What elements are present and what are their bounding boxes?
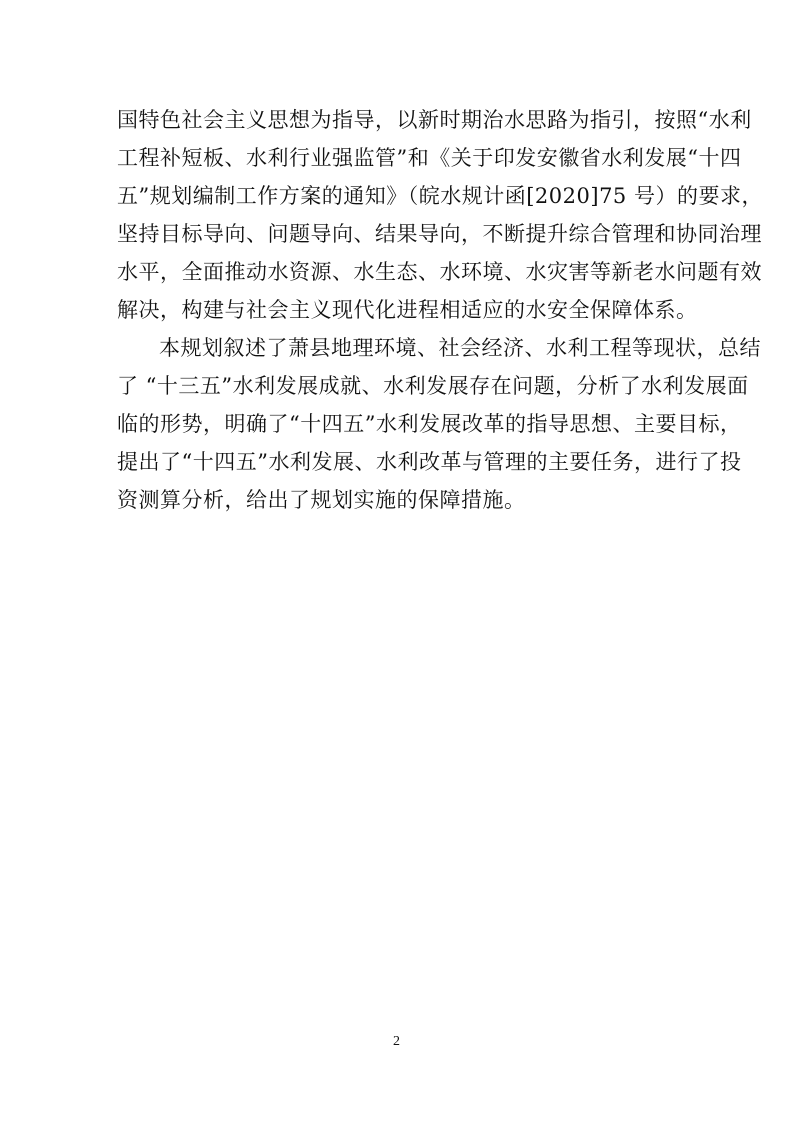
paragraph-1-line-5: 水平，全面推动水资源、水生态、水环境、水灾害等新老水问题有效: [117, 260, 762, 284]
paragraph-2-line-2: 了 “十三五”水利发展成就、水利发展存在问题，分析了水利发展面: [117, 374, 749, 398]
paragraph-2-line-5: 资测算分析，给出了规划实施的保障措施。: [117, 488, 526, 512]
paragraph-1-line-3: 五”规划编制工作方案的通知》（皖水规计函[2020]75 号）的要求，: [117, 184, 763, 208]
paragraph-2-line-3: 临的形势，明确了“十四五”水利发展改革的指导思想、主要目标，: [117, 412, 742, 436]
paragraph-1-line-1: 国特色社会主义思想为指导，以新时期治水思路为指引，按照“水利: [117, 108, 752, 132]
page-number: 2: [393, 1034, 400, 1049]
paragraph-1-line-4: 坚持目标导向、问题导向、结果导向，不断提升综合管理和协同治理: [117, 222, 762, 246]
paragraph-2-line-4: 提出了“十四五”水利发展、水利改革与管理的主要任务，进行了投: [117, 450, 742, 474]
paragraph-1-line-6: 解决，构建与社会主义现代化进程相适应的水安全保障体系。: [117, 298, 698, 322]
paragraph-1-line-2: 工程补短板、水利行业强监管”和《关于印发安徽省水利发展“十四: [117, 146, 742, 170]
paragraph-2-line-1: 本规划叙述了萧县地理环境、社会经济、水利工程等现状，总结: [159, 336, 761, 360]
